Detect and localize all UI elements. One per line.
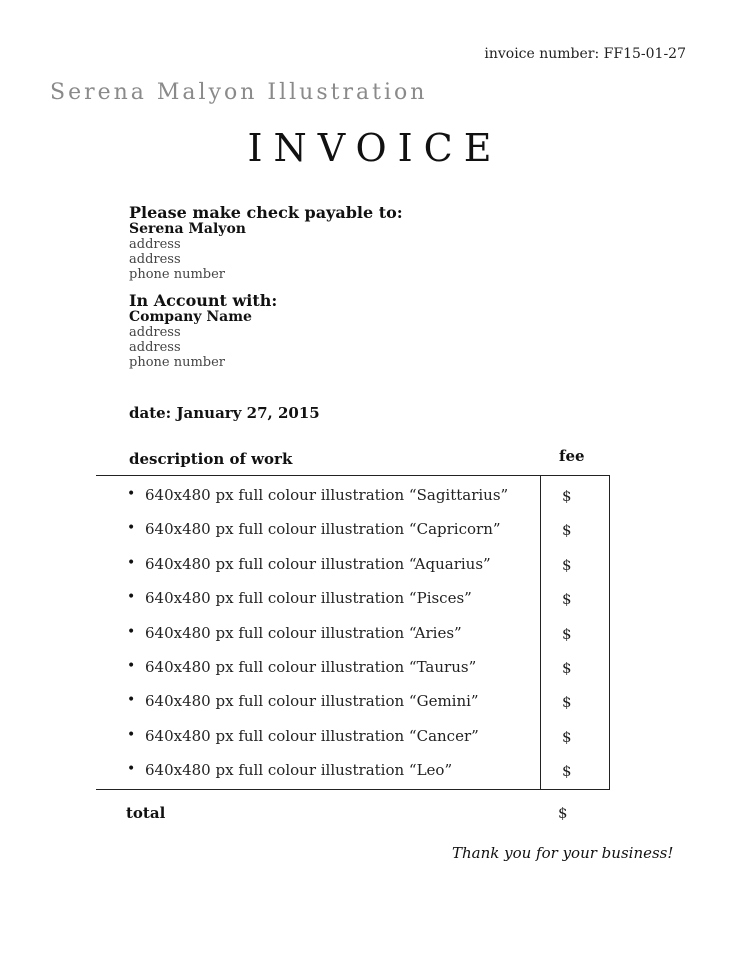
account-with-block bbox=[129, 292, 277, 370]
line-item-fee: $ bbox=[562, 555, 572, 574]
invoice-date: date: January 27, 2015 bbox=[129, 404, 320, 422]
line-item-fee: $ bbox=[562, 658, 572, 677]
line-item-row bbox=[0, 581, 750, 615]
line-item-description: 640x480 px full colour illustration “Capricorn” bbox=[145, 520, 501, 539]
line-item-fee: $ bbox=[562, 487, 572, 505]
payable-heading: Please make check payable to: bbox=[129, 203, 403, 222]
account-heading: In Account with: bbox=[129, 291, 278, 310]
invoice-number: invoice number: FF15-01-27 bbox=[484, 46, 686, 62]
line-item-fee: $ bbox=[562, 727, 572, 746]
bullet-icon: • bbox=[127, 623, 136, 640]
line-item-description: 640x480 px full colour illustration “Taurus” bbox=[145, 657, 477, 676]
line-item-description: 640x480 px full colour illustration “Aries” bbox=[145, 623, 462, 642]
total-fee: $ bbox=[558, 804, 568, 822]
thank-you-note: Thank you for your business! bbox=[452, 844, 674, 862]
line-item-row bbox=[0, 512, 750, 546]
bullet-icon: • bbox=[127, 692, 136, 709]
account-address-line: address bbox=[129, 340, 181, 355]
line-item-row bbox=[0, 616, 750, 650]
bullet-icon: • bbox=[127, 520, 136, 537]
line-item-row bbox=[0, 753, 750, 787]
line-item-description: 640x480 px full colour illustration “Gemini” bbox=[145, 692, 479, 711]
account-company-name: Company Name bbox=[129, 309, 252, 325]
bullet-icon: • bbox=[127, 726, 136, 743]
account-address-line: address bbox=[129, 325, 181, 340]
total-label: total bbox=[126, 804, 166, 822]
studio-name: Serena Malyon Illustration bbox=[50, 80, 428, 105]
line-item-row bbox=[0, 650, 750, 684]
description-column-header: description of work bbox=[129, 450, 293, 468]
payee-phone-line: phone number bbox=[129, 267, 226, 282]
account-phone-line: phone number bbox=[129, 355, 226, 370]
payee-address-line: address bbox=[129, 237, 181, 252]
payee-address-line: address bbox=[129, 252, 181, 267]
line-item-fee: $ bbox=[562, 693, 572, 712]
line-item-row bbox=[0, 478, 750, 512]
line-items bbox=[0, 478, 750, 788]
bullet-icon: • bbox=[127, 589, 136, 606]
bullet-icon: • bbox=[127, 486, 136, 502]
fee-column-header: fee bbox=[559, 447, 585, 465]
line-item-fee: $ bbox=[562, 624, 572, 643]
line-item-fee: $ bbox=[562, 762, 572, 781]
bullet-icon: • bbox=[127, 761, 136, 778]
line-item-description: 640x480 px full colour illustration “Aquarius” bbox=[145, 554, 491, 573]
line-item-row bbox=[0, 684, 750, 718]
line-item-fee: $ bbox=[562, 590, 572, 609]
line-item-row bbox=[0, 719, 750, 753]
bullet-icon: • bbox=[127, 554, 136, 571]
line-item-description: 640x480 px full colour illustration “Leo” bbox=[145, 761, 453, 780]
invoice-title: INVOICE bbox=[247, 126, 503, 170]
payee-name: Serena Malyon bbox=[129, 221, 246, 237]
line-item-description: 640x480 px full colour illustration “Cancer” bbox=[145, 726, 479, 745]
line-item-description: 640x480 px full colour illustration “Pisces” bbox=[145, 589, 472, 608]
line-item-description: 640x480 px full colour illustration “Sagittarius” bbox=[145, 486, 509, 504]
bullet-icon: • bbox=[127, 657, 136, 674]
payable-to-block bbox=[129, 204, 403, 282]
line-item-fee: $ bbox=[562, 521, 572, 540]
line-item-row bbox=[0, 547, 750, 581]
